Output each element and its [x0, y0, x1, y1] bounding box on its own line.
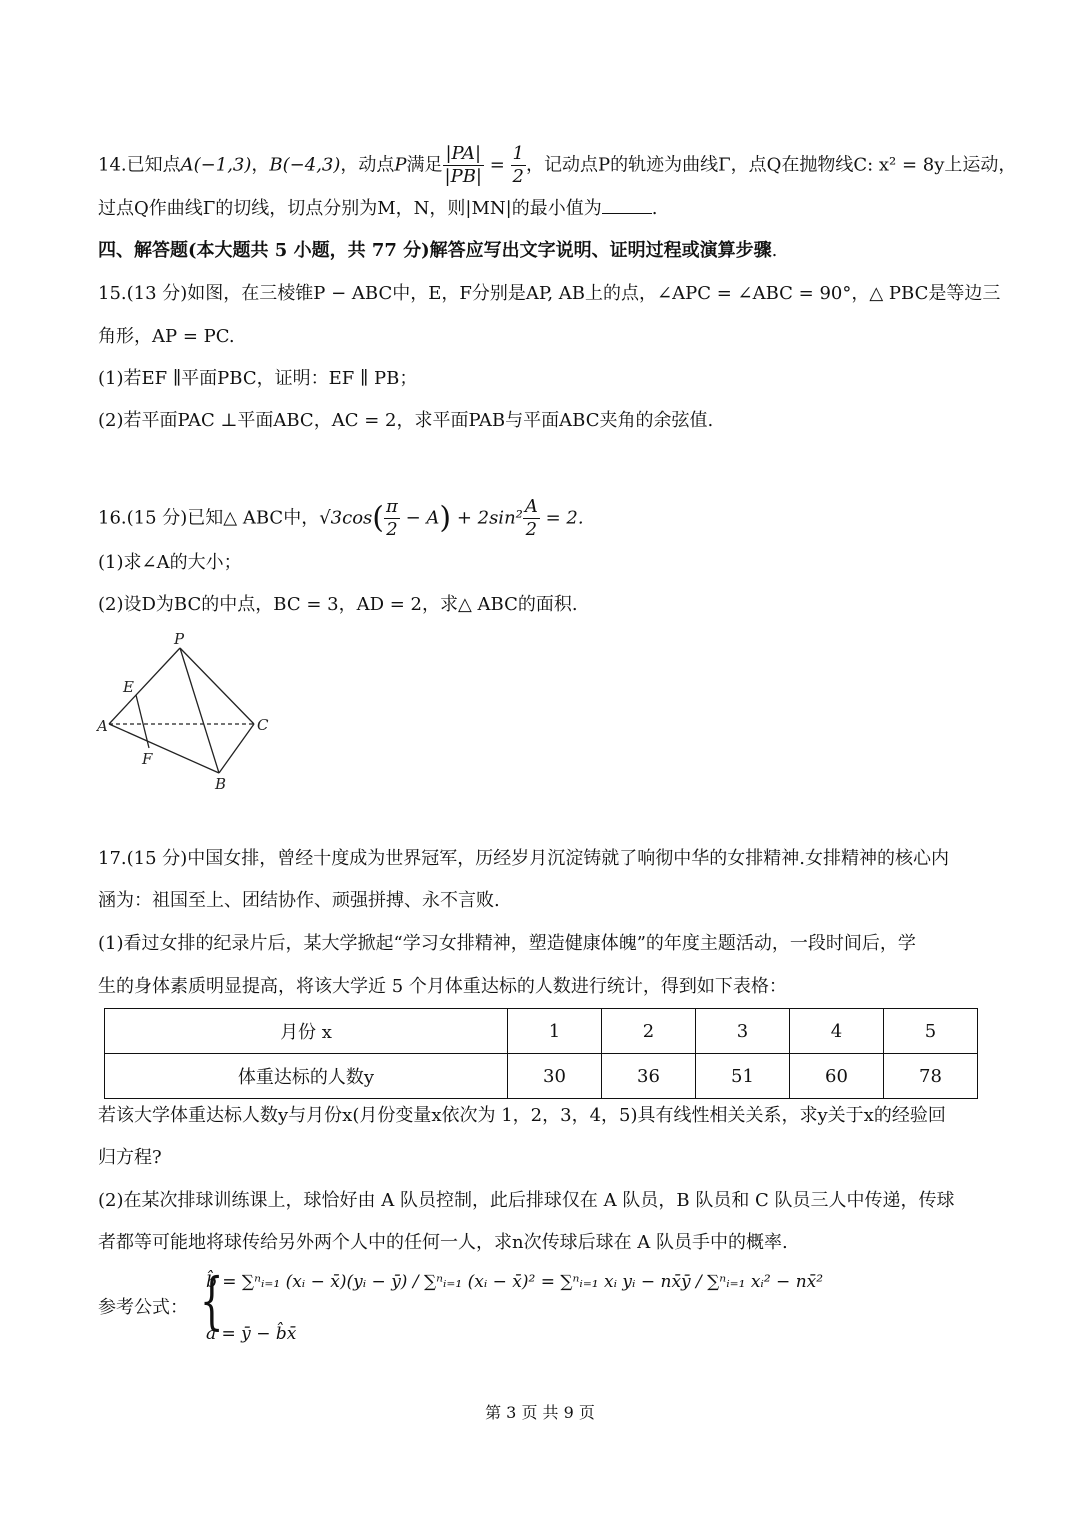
q14-point-a: A(−1,3) [180, 154, 252, 176]
q16-half-angle-fraction: $\frac{A}{2}$ [524, 496, 538, 540]
table-cell: 30 [508, 1054, 602, 1099]
section-title: 四、解答题 [98, 240, 188, 261]
table-header-month: 月份 x [105, 1009, 508, 1054]
q14-point-b: B(−4,3) [269, 154, 341, 176]
q15-line-1: 15.(13 分)如图，在三棱锥P − ABC中，E，F分别是AP, AB上的点，∠APC = ∠ABC = 90°，△ PBC是等边三 [98, 283, 1001, 304]
q17-line-8: 者都等可能地将球传给另外两个人中的任何一人，求n次传球后球在 A 队员手中的概率. [98, 1232, 788, 1253]
tetrahedron-figure [96, 628, 286, 798]
q17-line-2: 涵为：祖国至上、团结协作、顽强拼搏、永不言败. [98, 890, 500, 911]
q17-line-3: (1)看过女排的纪录片后，某大学掀起“学习女排精神，塑造健康体魄”的年度主题活动，一段时间后，学 [98, 933, 916, 954]
table-cell: 3 [696, 1009, 790, 1054]
data-table [104, 1008, 978, 1099]
q14-ratio-fraction: $\frac{|PA|}{|PB|}$ [444, 143, 482, 187]
table-cell: 60 [790, 1054, 884, 1099]
q14-line-2: 过点Q作曲线Γ的切线，切点分别为M，N，则|MN|的最小值为 . [98, 194, 657, 224]
q17-line-7: (2)在某次排球训练课上，球恰好由 A 队员控制，此后排球仅在 A 队员，B 队员和 C 队员三人中传递，传球 [98, 1190, 955, 1211]
label-b: B [215, 775, 227, 793]
reference-formula-label: 参考公式： [98, 1297, 188, 1318]
table-cell: 5 [884, 1009, 978, 1054]
edge-ab [109, 724, 219, 773]
edge-pb [180, 648, 219, 773]
edge-pc [180, 648, 254, 724]
q16-part-2: (2)设D为BC的中点，BC = 3，AD = 2，求△ ABC的面积. [98, 594, 578, 615]
table-header-count: 体重达标的人数y [105, 1054, 508, 1099]
q14-prefix: 14.已知点 [98, 154, 181, 176]
q15-line-2: 角形，AP = PC. [98, 326, 235, 347]
table-cell: 78 [884, 1054, 978, 1099]
label-p: P [174, 630, 185, 648]
q15-part-1: (1)若EF ∥平面PBC，证明：EF ∥ PB； [98, 368, 418, 389]
table-row [105, 1009, 978, 1054]
section-description: (本大题共 5 小题，共 77 分)解答应写出文字说明、证明过程或演算步骤 [188, 240, 772, 261]
formula-a: a = ȳ − b̂x̄ [206, 1324, 297, 1344]
table-cell: 2 [602, 1009, 696, 1054]
formula-b-hat: b̂ = ∑ⁿᵢ₌₁ (xᵢ − x̄)(yᵢ − ȳ) / ∑ⁿᵢ₌₁ (xᵢ − x̄)² = ∑ⁿᵢ₌₁ xᵢ yᵢ − nx̄ȳ / ∑ⁿᵢ₌₁ xᵢ² − nx̄² [206, 1272, 824, 1292]
q15-part-2: (2)若平面PAC ⊥平面ABC，AC = 2，求平面PAB与平面ABC夹角的余弦值. [98, 410, 714, 431]
q16-part-1: (1)求∠A的大小； [98, 552, 242, 573]
label-c: C [257, 716, 269, 734]
segment-ef [136, 695, 149, 748]
table-cell: 1 [508, 1009, 602, 1054]
page-footer: 第 3 页 共 9 页 [485, 1403, 595, 1422]
table-cell: 4 [790, 1009, 884, 1054]
formula-brace: { [199, 1264, 224, 1337]
table-cell: 51 [696, 1054, 790, 1099]
q17-line-6: 归方程? [98, 1147, 162, 1168]
q17-line-4: 生的身体素质明显提高，将该大学近 5 个月体重达标的人数进行统计，得到如下表格： [98, 976, 787, 997]
edge-cb [219, 724, 254, 773]
section-heading: 四、解答题(本大题共 5 小题，共 77 分)解答应写出文字说明、证明过程或演算步骤. [98, 240, 778, 261]
label-f: F [142, 750, 153, 768]
answer-blank [602, 195, 652, 214]
q16-pi-fraction: $\frac{\pi}{2}$ [386, 496, 398, 540]
label-a: A [97, 717, 108, 735]
q17-line-1: 17.(15 分)中国女排，曾经十度成为世界冠军，历经岁月沉淀铸就了响彻中华的女排精神.女排精神的核心内 [98, 848, 950, 869]
table-row [105, 1054, 978, 1099]
q17-line-5: 若该大学体重达标人数y与月份x(月份变量x依次为 1，2，3，4，5)具有线性相关关系，求y关于x的经验回 [98, 1105, 946, 1126]
label-e: E [123, 678, 134, 696]
q14-half-fraction: $\frac{1}{2}$ [512, 143, 524, 187]
edge-pa [109, 648, 180, 724]
q14-line-1: 14.已知点A(−1,3)，B(−4,3)，动点P满足 $\frac{|PA|}{|PB|}$ = $\frac{1}{2}$ ，记动点P的轨迹为曲线Γ，点Q在抛物线C: x² = 8y上运动， [98, 143, 1017, 187]
table-cell: 36 [602, 1054, 696, 1099]
q16-line-1: 16.(15 分)已知△ ABC中，√3cos( $\frac{\pi}{2}$ − A) + 2sin² $\frac{A}{2}$ = 2. [98, 496, 584, 540]
